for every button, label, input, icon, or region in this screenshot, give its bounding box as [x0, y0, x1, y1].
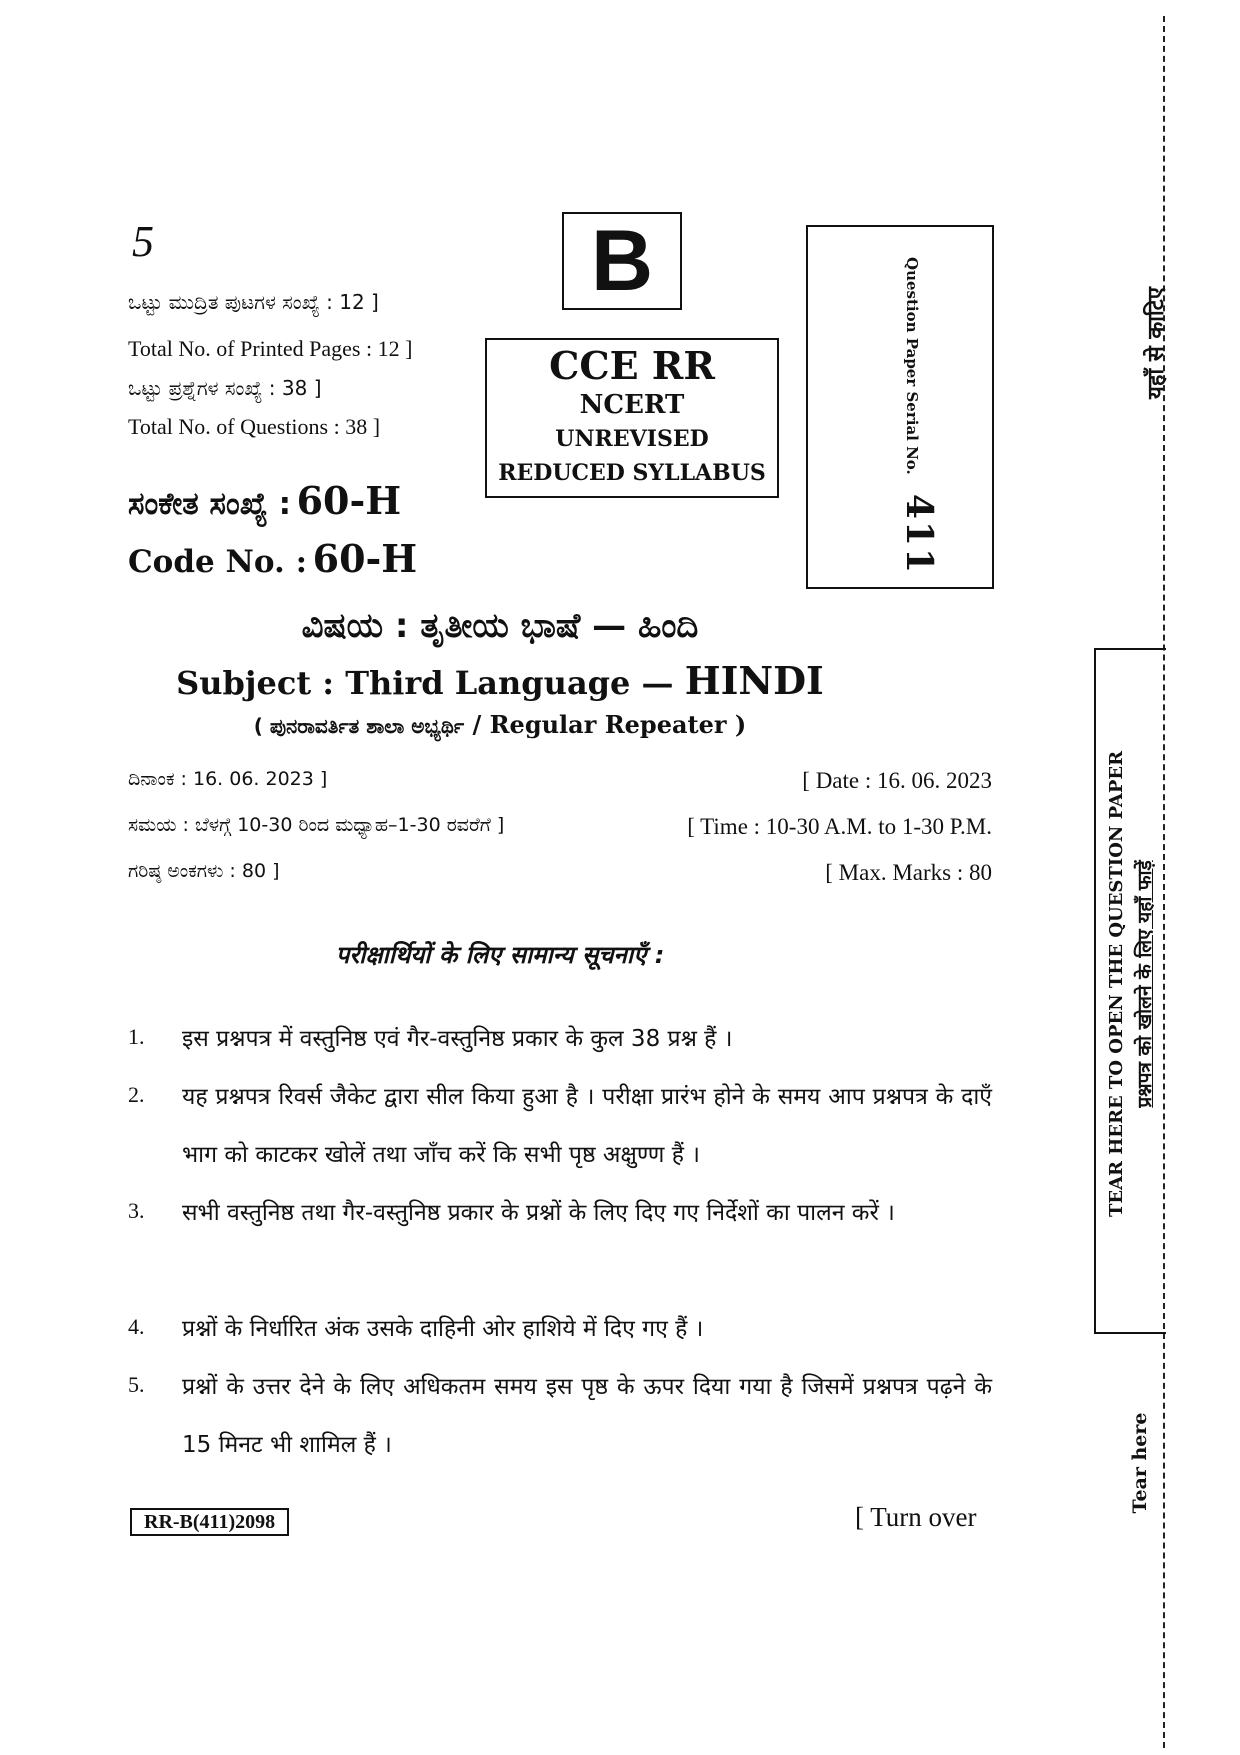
cce-ncert: NCERT [579, 390, 685, 420]
instructions-heading: परीक्षार्थियों के लिए सामान्य सूचनाएँ : [335, 941, 665, 969]
turn-over-note: [ Turn over [855, 1502, 977, 1532]
date-english: [ Date : 16. 06. 2023 [802, 768, 992, 793]
total-questions-english: Total No. of Questions : 38 ] [128, 414, 381, 439]
tear-instruction-hindi: प्रश्नपत्र को खोलने के लिए यहाँ फाड़ें [1134, 860, 1156, 1108]
candidate-type-kannada: ( ಪುನರಾವರ್ತಿತ ಶಾಲಾ ಅಭ್ಯರ್ಥಿ [253, 714, 465, 738]
date-kannada: ದಿನಾಂಕ : 16. 06. 2023 ] [128, 768, 328, 790]
code-number-english [128, 536, 417, 581]
time-row [128, 814, 992, 840]
instruction-number: 5. [128, 1372, 145, 1397]
printed-pages-english: Total No. of Printed Pages : 12 ] [128, 336, 413, 361]
date-row [128, 768, 992, 794]
cce-title: CCE RR [549, 343, 715, 388]
subject-english-language: HINDI [684, 658, 824, 703]
time-english: [ Time : 10-30 A.M. to 1-30 P.M. [687, 814, 992, 839]
serial-value: 411 [898, 493, 940, 576]
instruction-text: सभी वस्तुनिष्ठ तथा गैर-वस्तुनिष्ठ प्रकार के प्रश्नों के लिए दिए गए निर्देशों का पालन करें । [182, 1200, 895, 1226]
marks-english: [ Max. Marks : 80 [825, 860, 992, 885]
cce-unrevised: UNREVISED [555, 426, 709, 452]
code-kannada-value: 60-H [296, 478, 402, 523]
instruction-text: इस प्रश्नपत्र में वस्तुनिष्ठ एवं गैर-वस्तुनिष्ठ प्रकार के कुल 38 प्रश्न हैं । [182, 1026, 733, 1052]
cut-here-hindi: यहाँ से काटिए [1144, 287, 1169, 399]
cce-reduced-syllabus: REDUCED SYLLABUS [498, 460, 766, 486]
instruction-text: यह प्रश्नपत्र रिवर्स जैकेट द्वारा सील किया हुआ है । परीक्षा प्रारंभ होने के समय आप प्रश्नपत्र के दाएँ भाग को काटकर खोलें तथा जाँच करें कि सभी पृष्ठ अक्षुण्ण हैं । [182, 1084, 992, 1168]
total-questions-kannada: ಒಟ್ಟು ಪ್ರಶ್ನೆಗಳ ಸಂಖ್ಯೆ : 38 ] [128, 376, 322, 400]
marks-row [128, 860, 992, 886]
tear-instruction-box[interactable] [1094, 648, 1166, 1334]
code-english-value: 60-H [312, 536, 418, 581]
instruction-text: प्रश्नों के उत्तर देने के लिए अधिकतम समय इस पृष्ठ के ऊपर दिया गया है जिसमें प्रश्नपत्र पढ़ने के 15 मिनट भी शामिल हैं । [182, 1374, 992, 1458]
instruction-number: 4. [128, 1314, 145, 1339]
marks-kannada: ಗರಿಷ್ಠ ಅಂಕಗಳು : 80 ] [128, 860, 280, 882]
subject-english [0, 658, 1000, 703]
tear-here-label: Tear here [1129, 1412, 1151, 1514]
tear-instruction-english: TEAR HERE TO OPEN THE QUESTION PAPER [1106, 750, 1127, 1218]
candidate-type [0, 710, 1000, 739]
cce-info-box [485, 338, 779, 498]
time-kannada: ಸಮಯ : ಬೆಳಗ್ಗೆ 10-30 ರಿಂದ ಮಧ್ಯಾಹ–1-30 ರವರೆಗೆ ] [128, 814, 505, 836]
code-english-label: Code No. : [128, 544, 308, 580]
instruction-number: 2. [128, 1082, 145, 1107]
instruction-number: 3. [128, 1198, 145, 1223]
candidate-type-english: / Regular Repeater ) [472, 710, 747, 739]
page-number: 5 [132, 217, 154, 266]
code-kannada-label: ಸಂಕೇತ ಸಂಖ್ಯೆ : [128, 486, 292, 522]
paper-footer-code: RR-B(411)2098 [130, 1508, 289, 1536]
code-number-kannada [128, 478, 401, 523]
paper-version-box: B [562, 212, 682, 310]
instruction-text: प्रश्नों के निर्धारित अंक उसके दाहिनी ओर हाशिये में दिए गए हैं । [182, 1316, 704, 1342]
serial-number-box [806, 225, 994, 589]
printed-pages-kannada: ಒಟ್ಟು ಮುದ್ರಿತ ಪುಟಗಳ ಸಂಖ್ಯೆ : 12 ] [128, 290, 379, 314]
instruction-number: 1. [128, 1024, 145, 1049]
subject-english-prefix: Subject : Third Language — [176, 664, 674, 702]
serial-label: Question Paper Serial No. [903, 257, 921, 475]
subject-kannada: ವಿಷಯ : ತೃತೀಯ ಭಾಷೆ — ಹಿಂದಿ [301, 606, 699, 646]
